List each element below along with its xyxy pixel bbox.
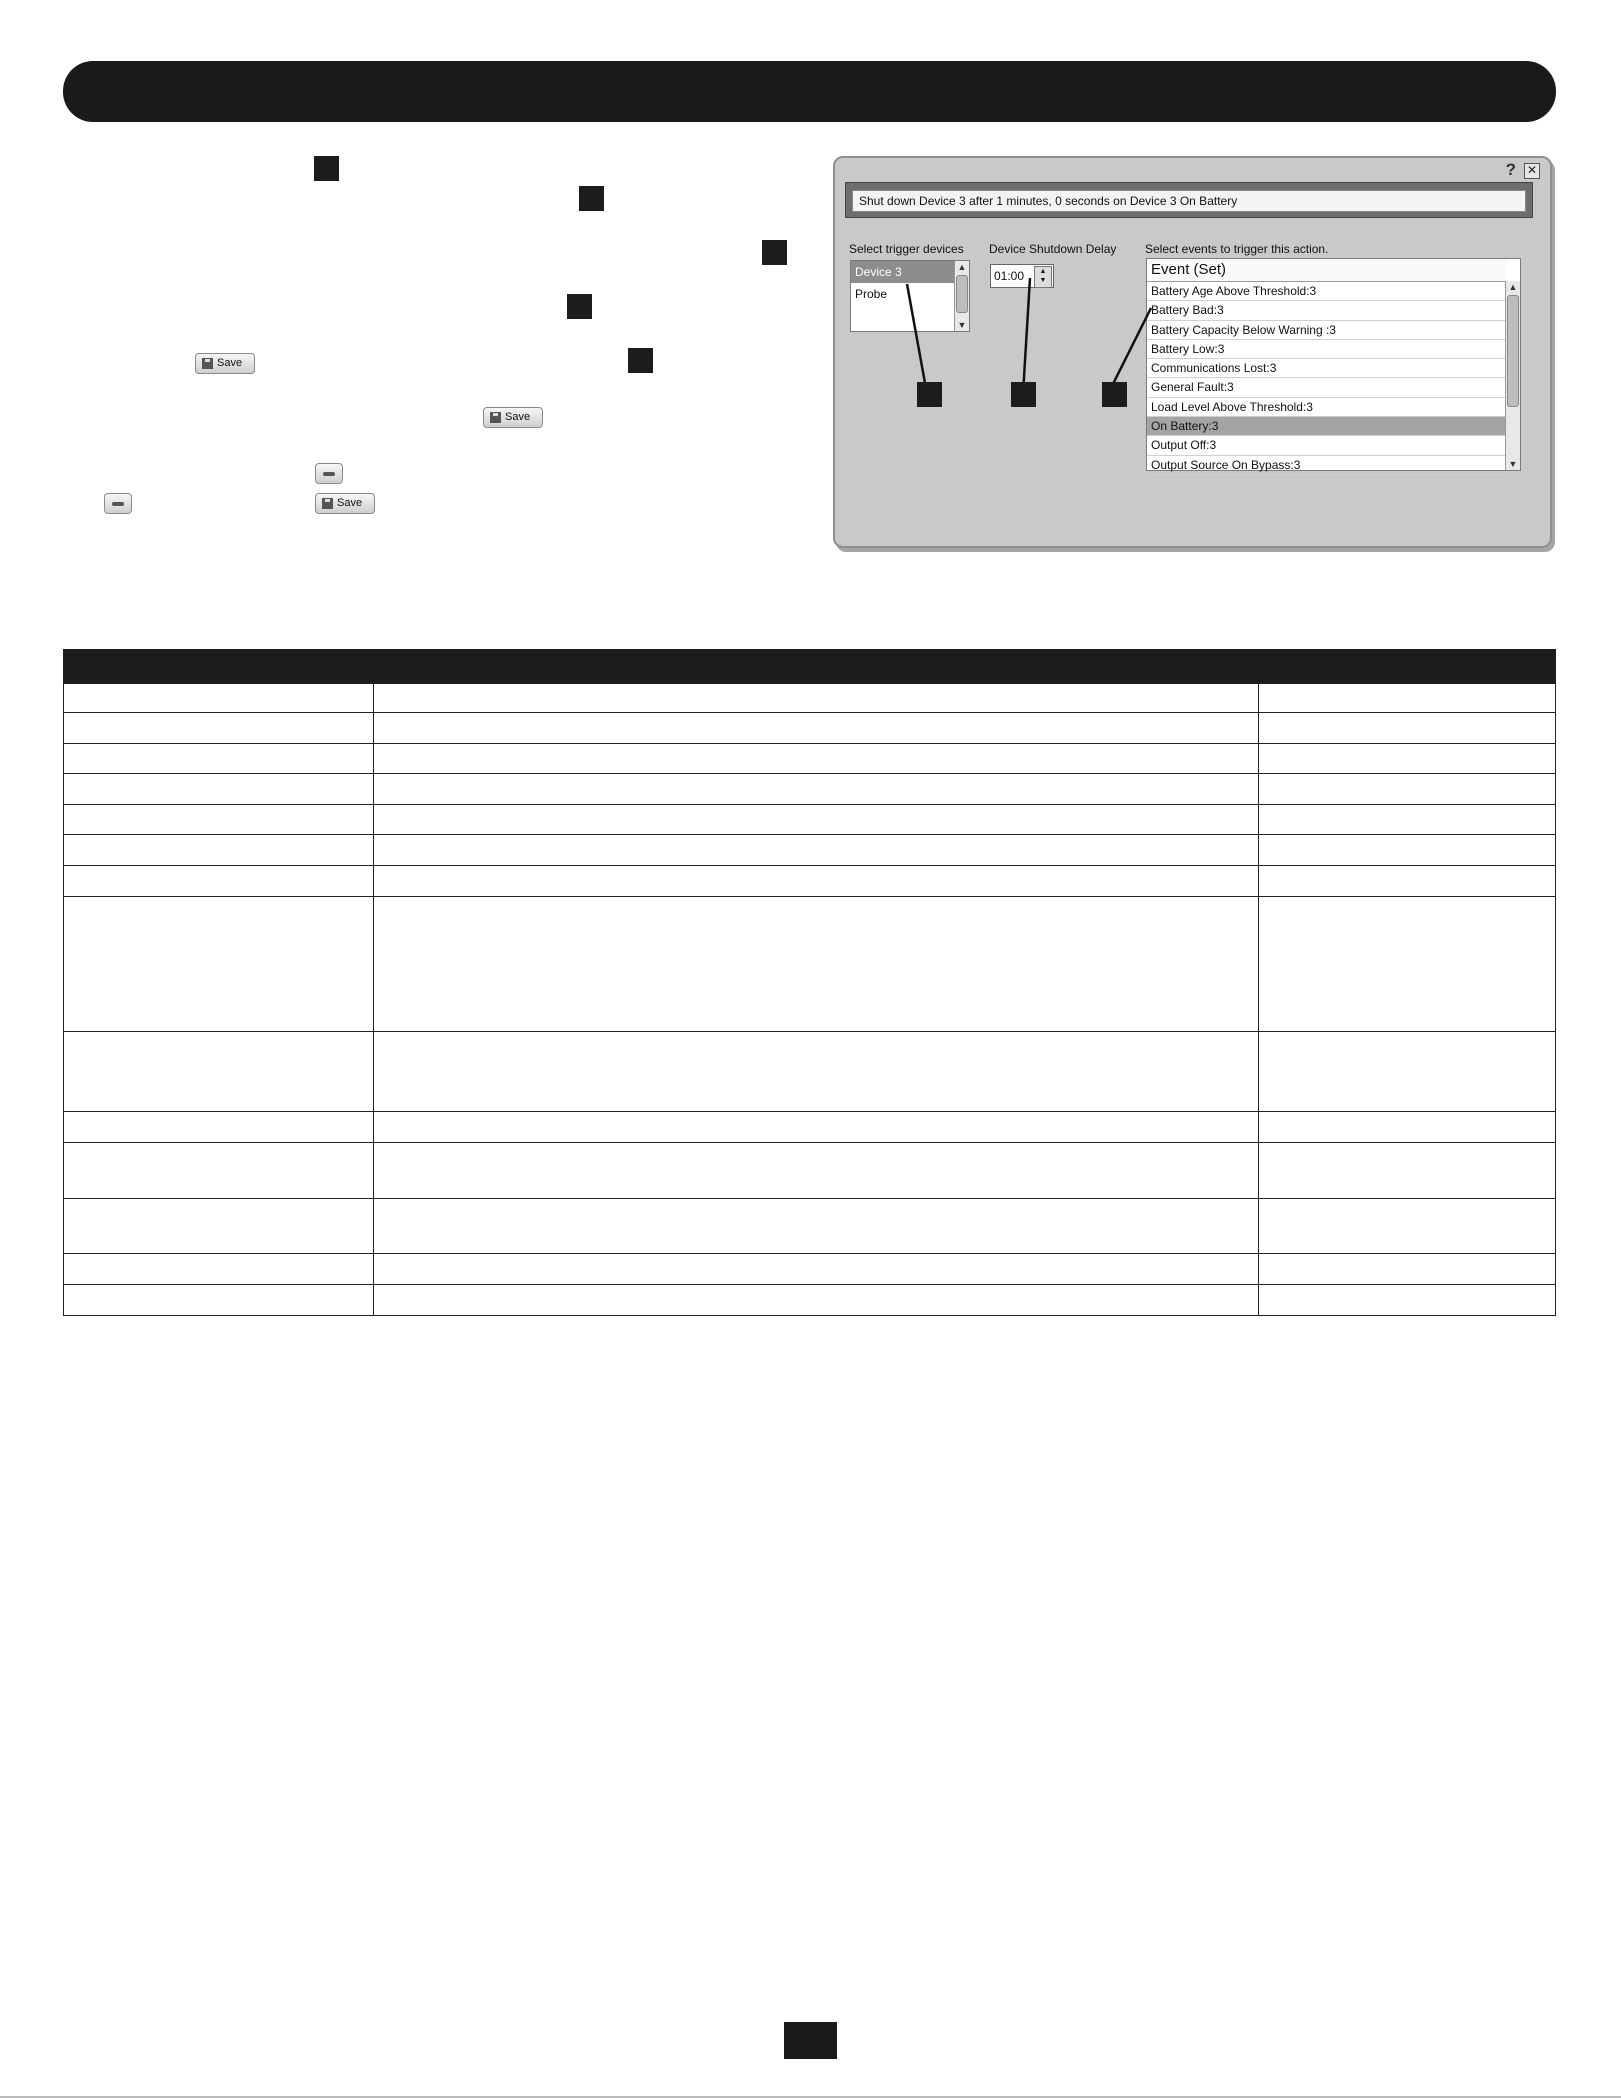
table-header	[63, 649, 1556, 684]
shutdown-delay-label: Device Shutdown Delay	[989, 242, 1117, 256]
scroll-up-icon[interactable]: ▲	[1508, 282, 1518, 292]
table-cell-divider	[1258, 1199, 1259, 1253]
save-button[interactable]: Save	[315, 493, 375, 514]
table-cell-divider	[373, 835, 374, 865]
callout-marker	[567, 294, 592, 319]
disk-icon	[202, 358, 213, 369]
table-row	[63, 1199, 1556, 1254]
event-item[interactable]: Load Level Above Threshold:3	[1147, 398, 1506, 417]
remove-button[interactable]	[104, 493, 132, 514]
table-row	[63, 866, 1556, 897]
table-cell-divider	[1258, 1112, 1259, 1142]
callout-line	[1113, 308, 1151, 384]
trigger-devices-label: Select trigger devices	[849, 242, 964, 256]
event-item[interactable]: Output Off:3	[1147, 436, 1506, 455]
table-row	[63, 805, 1556, 835]
spinner-arrows-icon[interactable]: ▲ ▼	[1034, 266, 1052, 288]
event-item[interactable]: Battery Age Above Threshold:3	[1147, 282, 1506, 301]
callout-line	[907, 284, 927, 394]
callout-line	[1023, 278, 1030, 394]
table-cell-divider	[1258, 774, 1259, 804]
table-cell-divider	[373, 866, 374, 896]
page-number-box	[784, 2022, 837, 2059]
callout-marker	[762, 240, 787, 265]
callout-marker	[579, 186, 604, 211]
table-row	[63, 1285, 1556, 1316]
table-cell-divider	[1258, 713, 1259, 743]
table-cell-divider	[1258, 1285, 1259, 1315]
scroll-down-icon[interactable]: ▼	[957, 320, 967, 330]
table-cell-divider	[373, 774, 374, 804]
table-cell-divider	[373, 684, 374, 712]
section-header-bar	[63, 61, 1556, 122]
table-cell-divider	[373, 1285, 374, 1315]
table-row	[63, 1032, 1556, 1112]
shutdown-delay-value: 01:00	[994, 269, 1025, 283]
table-cell-divider	[373, 744, 374, 773]
event-item[interactable]: Output Source On Bypass:3	[1147, 456, 1506, 475]
events-column-header: Event (Set)	[1147, 259, 1506, 282]
table-row	[63, 774, 1556, 805]
trigger-device-item[interactable]: Probe	[855, 287, 888, 301]
table-row	[63, 1112, 1556, 1143]
table-cell-divider	[1258, 1032, 1259, 1111]
trigger-events-label: Select events to trigger this action.	[1145, 242, 1329, 256]
callout-lines	[835, 158, 1550, 546]
event-item[interactable]: On Battery:3	[1147, 417, 1506, 436]
table-cell-divider	[373, 1199, 374, 1253]
event-item[interactable]: General Fault:3	[1147, 378, 1506, 397]
event-item[interactable]: Battery Bad:3	[1147, 301, 1506, 320]
event-item[interactable]: Battery Capacity Below Warning :3	[1147, 321, 1506, 340]
table-row	[63, 713, 1556, 744]
table-cell-divider	[373, 897, 374, 1031]
table-cell-divider	[1258, 897, 1259, 1031]
table-cell-divider	[1258, 835, 1259, 865]
table-cell-divider	[1258, 805, 1259, 834]
table-row	[63, 1143, 1556, 1199]
action-description: Shut down Device 3 after 1 minutes, 0 seconds on Device 3 On Battery	[852, 190, 1526, 212]
close-icon[interactable]: ✕	[1524, 163, 1540, 179]
callout-marker	[1011, 382, 1036, 407]
event-item[interactable]: Communications Lost:3	[1147, 359, 1506, 378]
minus-icon	[112, 502, 124, 506]
table-cell-divider	[1258, 744, 1259, 773]
table-row	[63, 684, 1556, 713]
table-cell-divider	[1258, 1143, 1259, 1198]
save-button[interactable]: Save	[195, 353, 255, 374]
table-cell-divider	[373, 805, 374, 834]
table-cell-divider	[1258, 866, 1259, 896]
table-row	[63, 835, 1556, 866]
table-cell-divider	[373, 1143, 374, 1198]
trigger-device-item[interactable]: Device 3	[851, 261, 955, 283]
disk-icon	[322, 498, 333, 509]
event-item[interactable]: Battery Low:3	[1147, 340, 1506, 359]
scroll-down-icon[interactable]: ▼	[1508, 459, 1518, 469]
disk-icon	[490, 412, 501, 423]
table-row	[63, 744, 1556, 774]
remove-button[interactable]	[315, 463, 343, 484]
table-cell-divider	[1258, 684, 1259, 712]
table-cell-divider	[373, 1032, 374, 1111]
action-settings-dialog	[833, 156, 1552, 548]
table-cell-divider	[373, 1112, 374, 1142]
callout-marker	[314, 156, 339, 181]
table-cell-divider	[373, 713, 374, 743]
table-cell-divider	[373, 1254, 374, 1284]
scroll-up-icon[interactable]: ▲	[957, 262, 967, 272]
help-icon[interactable]: ?	[1505, 160, 1516, 179]
table-row	[63, 1254, 1556, 1285]
table-row	[63, 897, 1556, 1032]
minus-icon	[323, 472, 335, 476]
callout-marker	[628, 348, 653, 373]
callout-marker	[1102, 382, 1127, 407]
callout-marker	[917, 382, 942, 407]
save-button[interactable]: Save	[483, 407, 543, 428]
table-cell-divider	[1258, 1254, 1259, 1284]
